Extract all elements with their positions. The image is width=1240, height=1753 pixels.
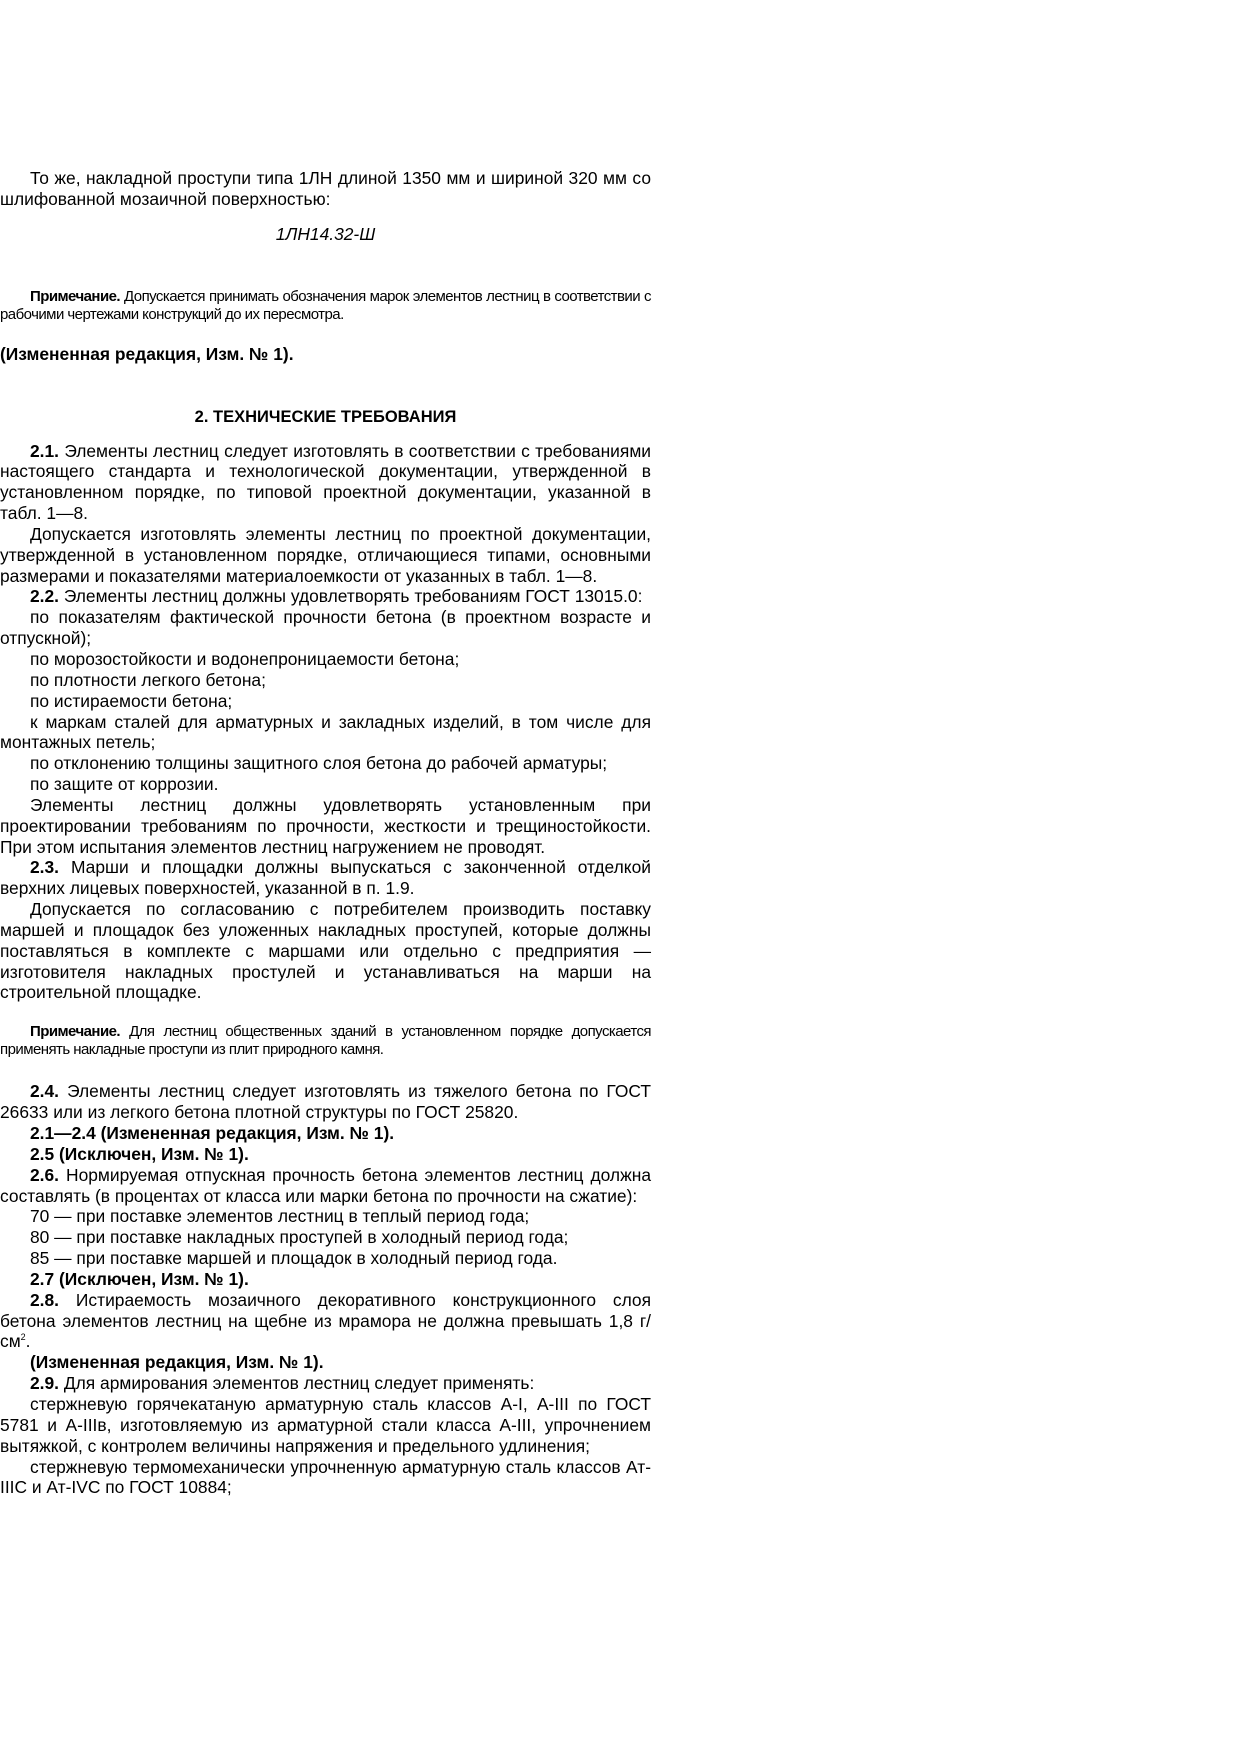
amendment-clauses-2-1-2-4: 2.1—2.4 (Измененная редакция, Изм. № 1).	[30, 1123, 395, 1143]
note-2-text: Для лестниц общественных зданий в установленном порядке допускается применять накладные проступи из плит природного камня.	[0, 1023, 651, 1059]
clause-2-5: 2.5 (Исключен, Изм. № 1).	[30, 1143, 249, 1164]
clause-2-6-item: 70 — при поставке элементов лестниц в теплый период года;	[30, 1206, 530, 1227]
note-1-label: Примечание.	[30, 287, 121, 305]
clause-2-2-item: по защите от коррозии.	[30, 774, 219, 795]
clause-2-2	[0, 586, 651, 607]
clause-2-6-text: Нормируемая отпускная прочность бетона элементов лестниц должна составлять (в процентах от класса или марки бетона по прочности на сжатие):	[0, 1164, 651, 1206]
clause-2-4	[0, 1081, 651, 1123]
clause-2-3-text: Марши и площадки должны выпускаться с законченной отделкой верхних лицевых поверхностей, указанной в п. 1.9.	[0, 857, 651, 899]
clause-2-9-text: Для армирования элементов лестниц следует применять:	[63, 1373, 535, 1394]
clause-2-1-text: Элементы лестниц следует изготовлять в соответствии с требованиями настоящего стандарта и технологической документации, утвержденной в установленном порядке, по типовой проектной документации, указанной в табл. 1—8.	[0, 440, 651, 524]
clause-2-8-superscript: 2	[20, 1332, 26, 1343]
clause-2-8-text: Истираемость мозаичного декоративного конструкционного слоя бетона элементов лестниц на щебне из мрамора не должна превышать 1,8 г/см	[0, 1289, 651, 1352]
clause-2-6-item: 85 — при поставке маршей и площадок в холодный период года.	[30, 1248, 558, 1269]
clause-2-2-item: к маркам сталей для арматурных и закладных изделий, в том числе для монтажных петель;	[0, 711, 651, 753]
clause-2-3-number: 2.3.	[30, 857, 60, 878]
clause-2-1	[0, 441, 651, 524]
amendment-note-2: (Измененная редакция, Изм. № 1).	[30, 1352, 324, 1373]
section-heading: 2. ТЕХНИЧЕСКИЕ ТРЕБОВАНИЯ	[194, 407, 457, 426]
clause-2-2-item: по морозостойкости и водонепроницаемости бетона;	[30, 648, 460, 669]
clause-2-8-number: 2.8.	[30, 1289, 60, 1310]
clause-2-4-number: 2.4.	[30, 1081, 60, 1102]
clause-2-6	[0, 1165, 651, 1207]
clause-2-9-item: стержневую термомеханически упрочненную арматурную сталь классов Ат-IIIC и Ат-IVC по ГОСТ 10884;	[0, 1456, 651, 1498]
clause-2-9-item: стержневую горячекатаную арматурную сталь классов А-I, А-III по ГОСТ 5781 и А-IIIв, изготовляемую из арматурной стали класса А-III, упрочнением вытяжкой, с контролем величины напряжения и предельного удлинения;	[0, 1393, 651, 1456]
clause-2-6-item: 80 — при поставке накладных проступей в холодный период года;	[30, 1227, 569, 1248]
clause-2-2-continued: Элементы лестниц должны удовлетворять установленным при проектировании требованиям по прочности, жесткости и трещиностойкости. При этом испытания элементов лестниц нагружением не проводят.	[0, 794, 651, 857]
document-page	[0, 168, 651, 1498]
clause-2-3-continued: Допускается по согласованию с потребителем производить поставку маршей и площадок без уложенных накладных проступей, которые должны поставляться в комплекте с маршами или отдельно с предприятия — изготовителя накладных простулей и устанавливаться на марши на строительной площадке.	[0, 899, 651, 1003]
note-1	[0, 288, 651, 324]
note-1-text: Допускается принимать обозначения марок элементов лестниц в соответствии с рабочими чертежами конструкций до их пересмотра.	[0, 287, 651, 323]
clause-2-8	[0, 1290, 651, 1353]
clause-2-1-number: 2.1.	[30, 440, 60, 461]
clause-2-4-text: Элементы лестниц следует изготовлять из тяжелого бетона по ГОСТ 26633 или из легкого бетона плотной структуры по ГОСТ 25820.	[0, 1081, 651, 1123]
clause-2-3	[0, 857, 651, 899]
clause-2-2-item: по показателям фактической прочности бетона (в проектном возрасте и отпускной);	[0, 607, 651, 649]
clause-2-8-end: .	[25, 1331, 31, 1352]
clause-2-2-number: 2.2.	[30, 586, 60, 607]
note-2	[0, 1023, 651, 1059]
amendment-note-1: (Измененная редакция, Изм. № 1).	[0, 343, 294, 364]
clause-2-9-number: 2.9.	[30, 1373, 60, 1394]
clause-2-9	[0, 1373, 651, 1394]
clause-2-2-item: по истираемости бетона;	[30, 690, 233, 711]
clause-2-2-text: Элементы лестниц должны удовлетворять требованиям ГОСТ 13015.0:	[63, 586, 643, 607]
clause-2-6-number: 2.6.	[30, 1164, 60, 1185]
clause-2-7: 2.7 (Исключен, Изм. № 1).	[30, 1268, 249, 1289]
note-2-label: Примечание.	[30, 1023, 121, 1041]
clause-2-1-continued: Допускается изготовлять элементы лестниц по проектной документации, утвержденной в установленном порядке, отличающиеся типами, основными размерами и показателями материалоемкости от указанных в табл. 1—8.	[0, 523, 651, 586]
element-designation: 1ЛН14.32-Ш	[275, 223, 376, 244]
intro-paragraph: То же, накладной проступи типа 1ЛН длиной 1350 мм и шириной 320 мм со шлифованной мозаичной поверхностью:	[0, 168, 651, 209]
clause-2-2-item: по отклонению толщины защитного слоя бетона до рабочей арматуры;	[30, 753, 608, 774]
clause-2-2-item: по плотности легкого бетона;	[30, 669, 266, 690]
